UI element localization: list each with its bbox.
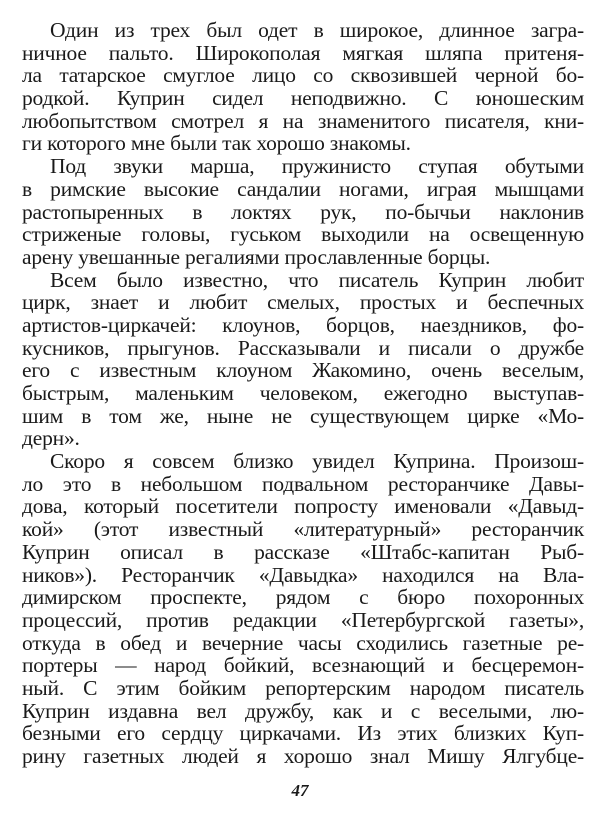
text-line: дерн». (22, 426, 80, 451)
text-line: быстрым, маленьким человеком, ежегодно выступав- (22, 381, 584, 405)
paragraph (22, 19, 584, 155)
text-line: кой» (этот известный «литературный» ресторанчик (22, 517, 584, 542)
text-line: любопытством смотрел я на знаменитого писателя, кни- (22, 108, 584, 133)
text-line: Всем было известно, что писатель Куприн любит (50, 267, 584, 292)
text-line: кусников, прыгунов. Рассказывали и писали о дружбе (22, 335, 584, 360)
text-line: дова, который посетители попросту именовали «Давыд- (22, 494, 584, 519)
text-line: цирк, знает и любит смелых, простых и беспечных (22, 290, 584, 315)
text-line: ников»). Ресторанчик «Давыдка» находился на Вла- (22, 562, 584, 587)
book-page-body (22, 19, 584, 768)
text-line: арену увешанные регалиями прославленные борцы. (22, 244, 491, 269)
text-line: ло это в небольшом подвальном ресторанчике Давы- (22, 471, 584, 496)
paragraph (22, 269, 584, 451)
text-line: портеры — народ бойкий, всезнающий и бесцеремон- (22, 653, 584, 678)
text-line: артистов-циркачей: клоунов, борцов, наездников, фо- (22, 312, 584, 337)
text-line: рину газетных людей я хорошо знал Мишу Ялгубце- (22, 744, 584, 768)
text-line: в римские высокие сандалии ногами, играя мышцами (22, 176, 584, 201)
page-number: 47 (291, 781, 309, 800)
text-line: процессий, против редакции «Петербургской газеты», (22, 607, 584, 632)
text-line: ничное пальто. Широкополая мягкая шляпа притеня- (22, 40, 584, 65)
text-line: Под звуки марша, пружинисто ступая обутыми (50, 154, 584, 179)
text-line: Один из трех был одет в широкое, длинное загра- (50, 18, 584, 42)
paragraph (22, 450, 584, 768)
text-line: Скоро я совсем близко увидел Куприна. Произош- (50, 449, 584, 474)
text-line: стриженые головы, гуськом выходили на освещенную (22, 222, 584, 247)
text-line: растопыренных в локтях рук, по-бычьи наклонив (22, 199, 584, 224)
text-line: откуда в обед и вечерние часы сходились газетные ре- (22, 630, 584, 655)
paragraph (22, 155, 584, 268)
text-line: ла татарское смуглое лицо со сквозившей черной бо- (22, 63, 584, 88)
text-line: ный. С этим бойким репортерским народом писатель (22, 675, 584, 700)
text-line: димирском проспекте, рядом с бюро похоронных (22, 585, 584, 610)
text-line: шим в том же, ныне не существующем цирке «Мо- (22, 403, 584, 428)
text-line: его с известным клоуном Жакомино, очень веселым, (22, 358, 584, 383)
text-line: Куприн издавна вел дружбу, как и с веселыми, лю- (22, 698, 584, 723)
text-line: безными его сердцу циркачами. Из этих близких Куп- (22, 721, 584, 746)
text-line: ги которого мне были так хорошо знакомы. (22, 131, 411, 156)
text-line: Куприн описал в рассказе «Штабс-капитан Рыб- (22, 539, 584, 564)
text-line: родкой. Куприн сидел неподвижно. С юношеским (22, 86, 584, 111)
